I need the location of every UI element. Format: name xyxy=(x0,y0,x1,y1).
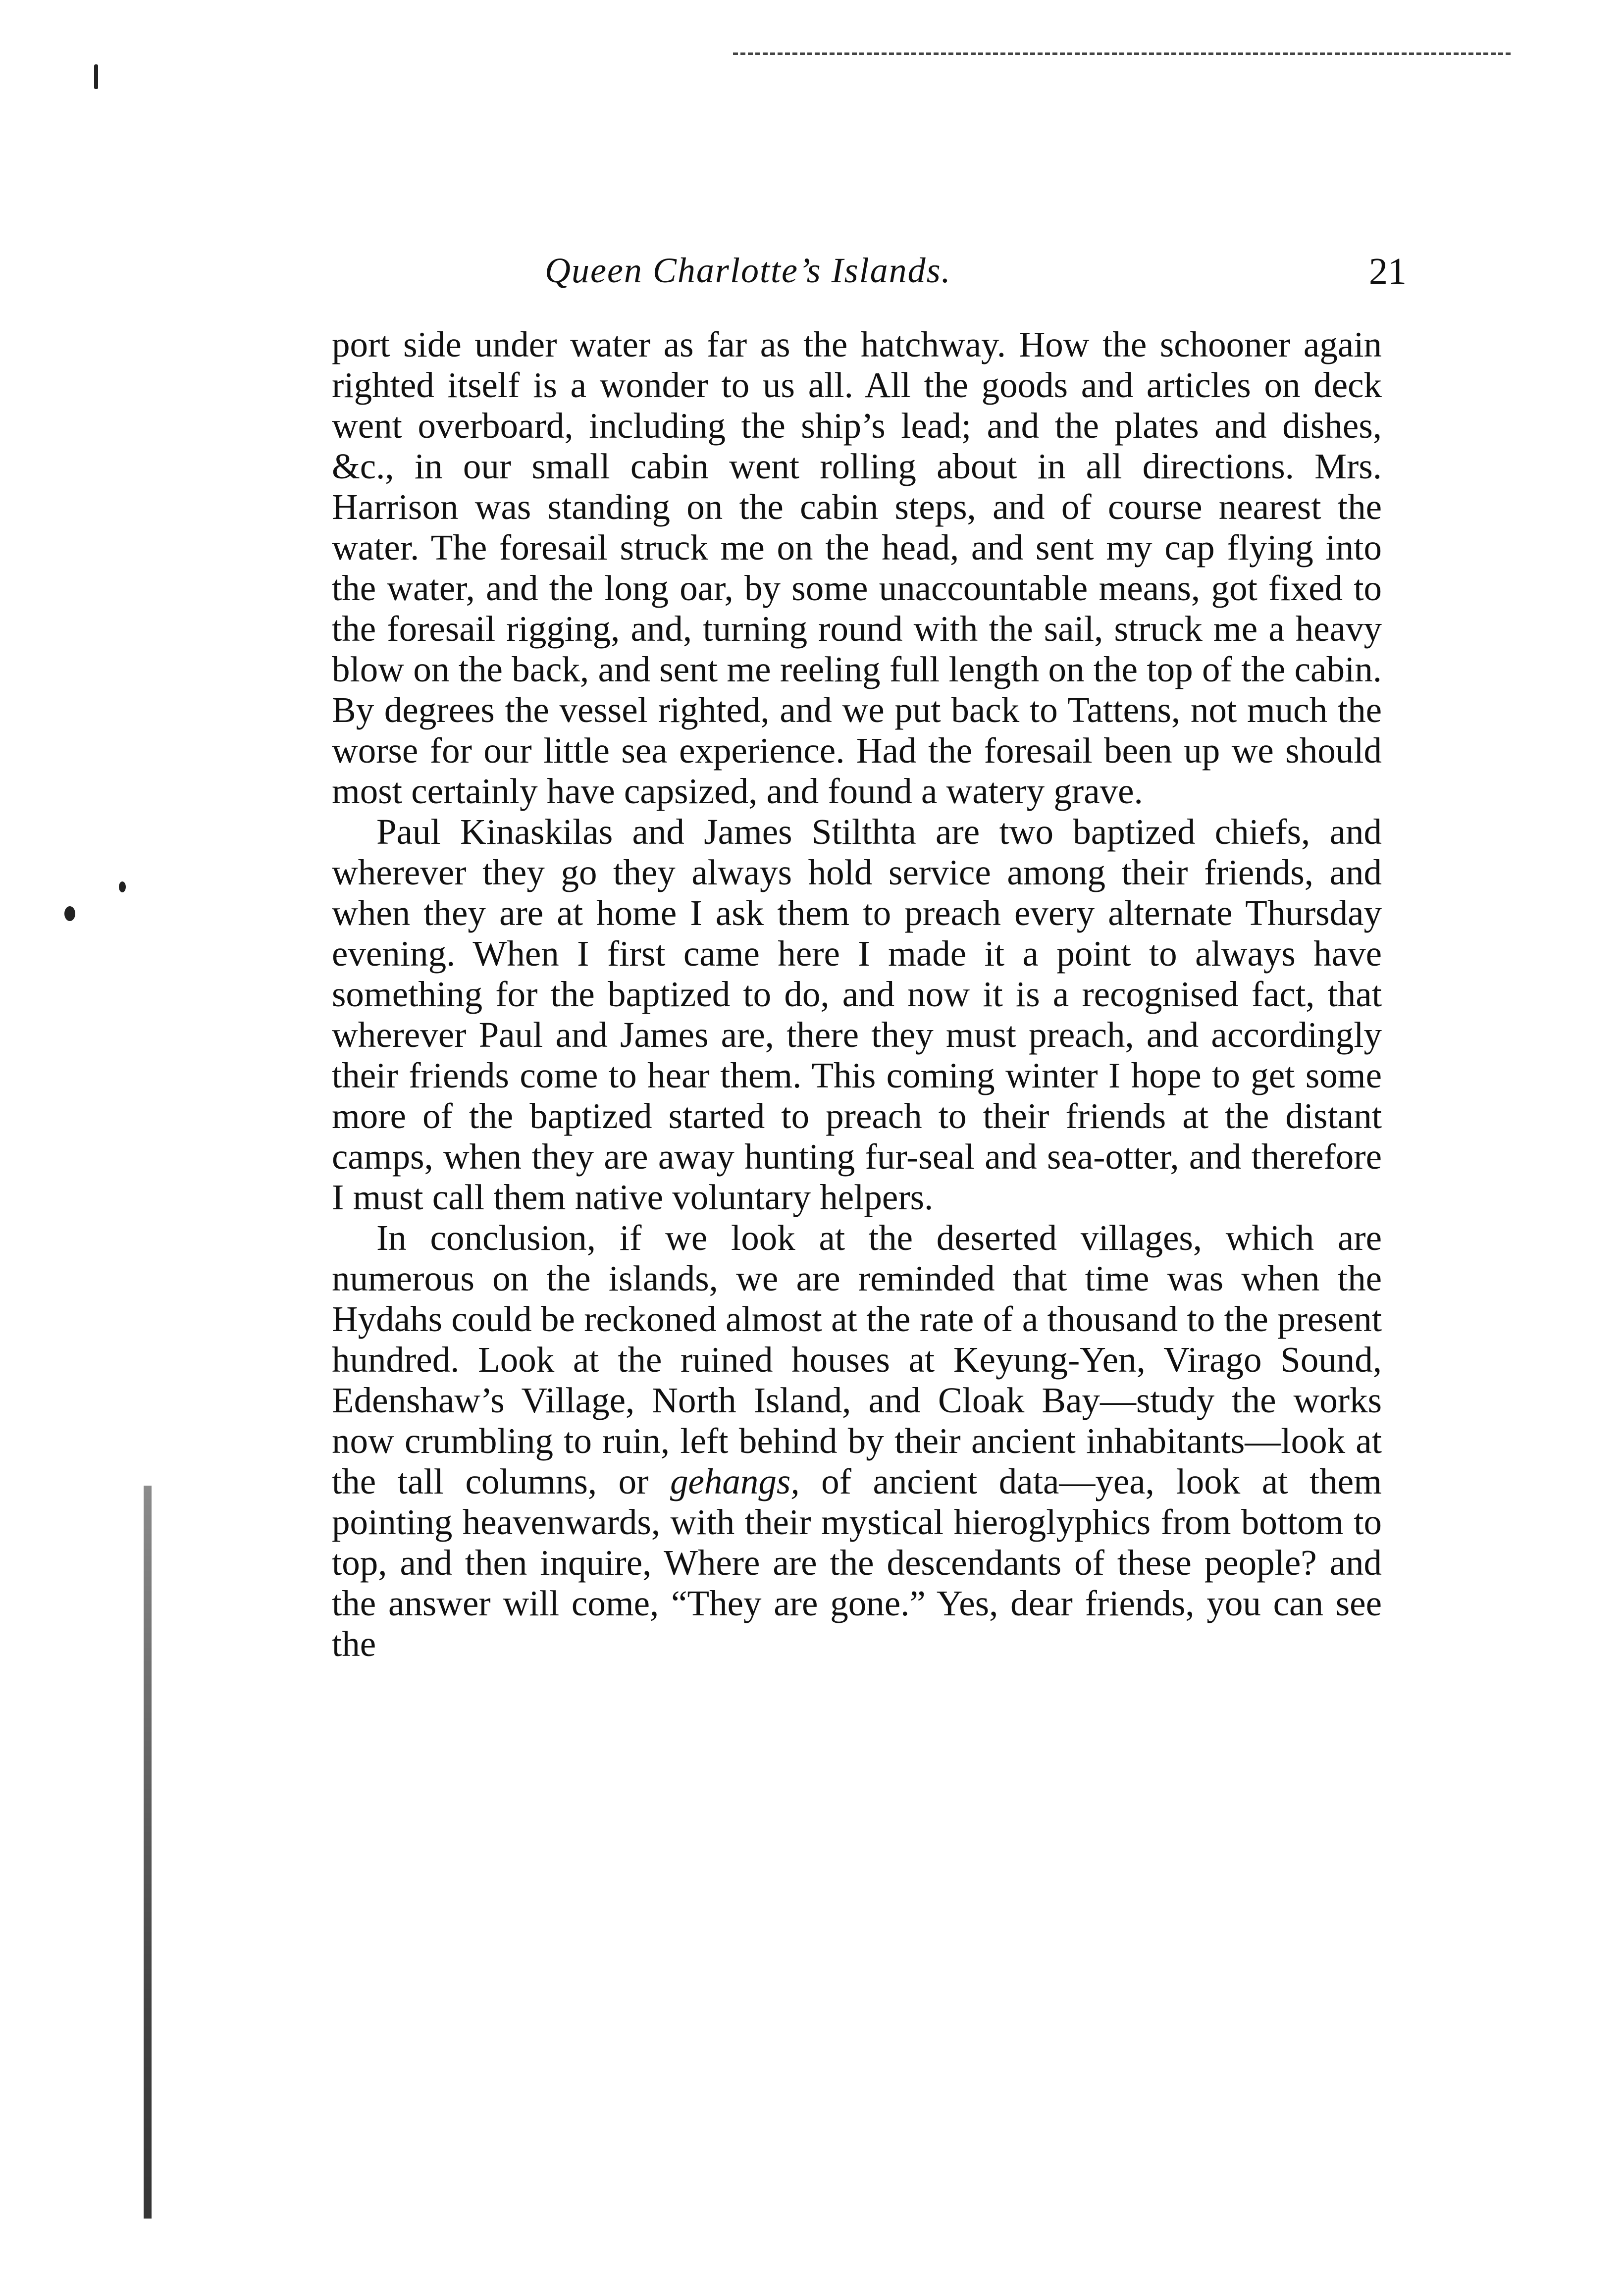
paragraph-3-text-b: of ancient data—yea, look at them pointing heavenwards, with their mystical hieroglyphics from bottom to top, and then inquire, Where are the descendants of these people? and the answer will come, “They are gone.” Yes, dear friends, you can see the xyxy=(332,1461,1382,1664)
text-block xyxy=(332,324,1382,1664)
margin-speck xyxy=(119,881,126,892)
italic-term: gehangs, xyxy=(670,1461,800,1501)
running-head xyxy=(545,250,1407,310)
top-rule xyxy=(733,52,1511,55)
binding-shadow xyxy=(144,1486,152,2219)
page-number: 21 xyxy=(1369,251,1407,292)
paragraph-3-text-a: In conclusion, if we look at the deserted villages, which are numerous on the islands, we are reminded that time was when the Hydahs could be reckoned almost at the rate of a thousand to the present hundred. Look at the ruined houses at Keyung-Yen, Virago Sound, Edenshaw’s Village, North Island, and Cloak Bay—study the works now crumbling to ruin, left behind by their ancient inhabitants—look at the tall columns, or xyxy=(332,1218,1382,1501)
margin-speck xyxy=(94,64,98,89)
paragraph-2: Paul Kinaskilas and James Stilthta are two baptized chiefs, and wherever they go they always hold service among their friends, and when they are at home I ask them to preach every alternate Thursday evening. When I first came here I made it a point to always have something for the baptized to do, and now it is a recognised fact, that wherever Paul and James are, there they must preach, and accordingly their friends come to hear them. This coming winter I hope to get some more of the baptized started to preach to their friends at the distant camps, when they are away hunting fur-seal and sea-otter, and therefore I must call them native voluntary helpers. xyxy=(332,812,1382,1217)
paragraph-continued: port side under water as far as the hatchway. How the schooner again righted itself is a wonder to us all. All the goods and articles on deck went overboard, including the ship’s lead; and the plates and dishes, &c., in our small cabin went rolling about in all directions. Mrs. Harrison was standing on the cabin steps, and of course nearest the water. The foresail struck me on the head, and sent my cap flying into the water, and the long oar, by some unaccountable means, got fixed to the foresail rigging, and, turning round with the sail, struck me a heavy blow on the back, and sent me reeling full length on the top of the cabin. By degrees the vessel righted, and we put back to Tattens, not much the worse for our little sea experience. Had the foresail been up we should most certainly have capsized, and found a watery grave. xyxy=(332,324,1382,811)
margin-speck xyxy=(64,906,75,921)
paragraph-3 xyxy=(332,1218,1382,1664)
running-title: Queen Charlotte’s Islands. xyxy=(545,251,951,290)
